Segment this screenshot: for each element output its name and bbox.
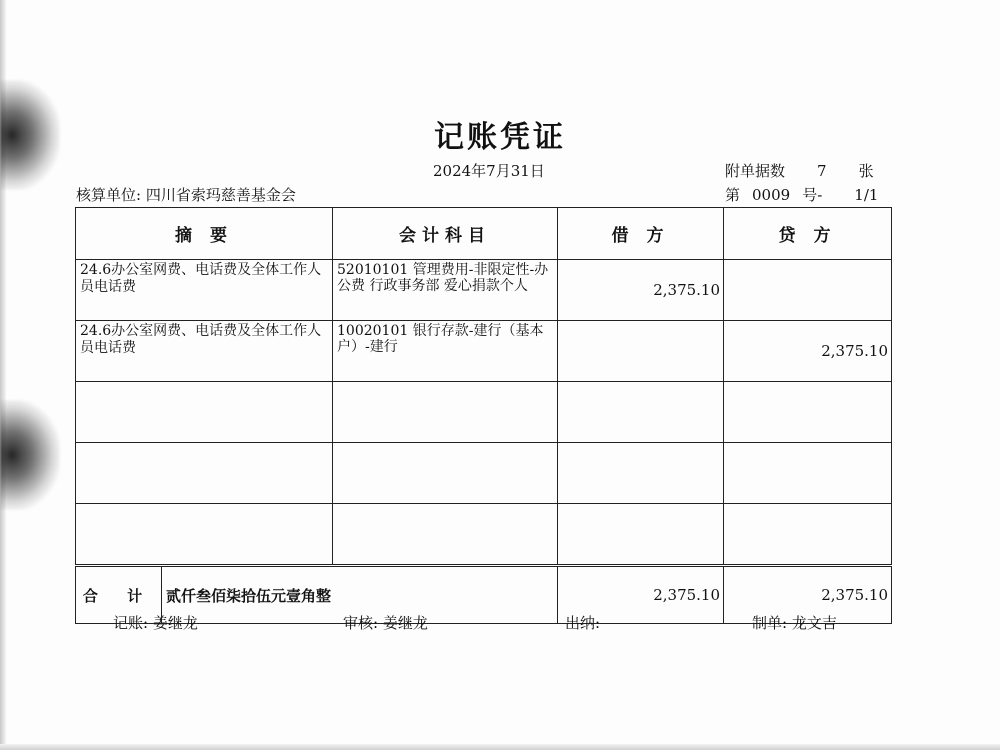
voucher-no-label: 第	[725, 186, 741, 204]
voucher-table	[75, 207, 892, 624]
row-summary: 24.6办公室网费、电话费及全体工作人员电话费	[76, 321, 333, 382]
cashier-label: 出纳:	[565, 614, 601, 632]
attachments-info	[725, 160, 874, 181]
row-credit	[724, 443, 892, 504]
row-summary: 24.6办公室网费、电话费及全体工作人员电话费	[76, 260, 333, 321]
row-credit: 2,375.10	[724, 321, 892, 382]
row-debit	[558, 443, 724, 504]
total-credit: 2,375.10	[724, 566, 892, 624]
preparer-name: 龙文吉	[791, 614, 837, 632]
total-label: 合 计	[76, 566, 162, 624]
scan-smudge	[0, 400, 60, 510]
row-account	[333, 382, 558, 443]
signature-bookkeeper	[113, 612, 198, 633]
reviewer-name: 姜继龙	[382, 614, 428, 632]
preparer-label: 制单:	[752, 614, 788, 632]
row-debit	[558, 321, 724, 382]
header-summary: 摘 要	[76, 208, 333, 260]
table-row	[76, 443, 892, 504]
row-account: 52010101 管理费用-非限定性-办公费 行政事务部 爱心捐款个人	[333, 260, 558, 321]
table-row	[76, 504, 892, 566]
unit-name: 四川省索玛慈善基金会	[145, 186, 296, 204]
table-header	[76, 208, 892, 260]
total-amount-words: 贰仟叁佰柒拾伍元壹角整	[162, 566, 558, 624]
total-debit: 2,375.10	[558, 566, 724, 624]
row-account	[333, 504, 558, 566]
voucher-number	[725, 184, 878, 205]
voucher-no-value: 0009	[752, 186, 791, 204]
row-credit	[724, 504, 892, 566]
row-account: 10020101 银行存款-建行（基本户）-建行	[333, 321, 558, 382]
voucher-title: 记账凭证	[434, 120, 566, 155]
voucher-page: 1/1	[854, 186, 879, 204]
row-summary	[76, 382, 333, 443]
row-summary	[76, 504, 333, 566]
row-debit: 2,375.10	[558, 260, 724, 321]
signature-reviewer	[343, 612, 428, 633]
header-credit: 贷 方	[724, 208, 892, 260]
reviewer-label: 审核:	[343, 614, 379, 632]
scan-edge	[0, 744, 1000, 750]
accounting-unit	[76, 184, 296, 205]
row-summary	[76, 443, 333, 504]
table-row	[76, 260, 892, 321]
row-account	[333, 443, 558, 504]
row-credit	[724, 260, 892, 321]
voucher-no-suffix: 号-	[802, 186, 823, 204]
bookkeeper-name: 姜继龙	[152, 614, 198, 632]
row-debit	[558, 382, 724, 443]
attachments-count: 7	[817, 162, 827, 180]
row-credit	[724, 382, 892, 443]
table-row	[76, 382, 892, 443]
unit-label: 核算单位:	[76, 186, 142, 204]
header-debit: 借 方	[558, 208, 724, 260]
attachments-label: 附单据数	[725, 162, 786, 180]
header-account: 会计科目	[333, 208, 558, 260]
signature-cashier	[565, 612, 600, 633]
table-row	[76, 321, 892, 382]
voucher-date: 2024年7月31日	[433, 162, 545, 180]
bookkeeper-label: 记账:	[113, 614, 149, 632]
row-debit	[558, 504, 724, 566]
attachments-unit: 张	[858, 162, 874, 180]
signature-preparer	[752, 612, 837, 633]
